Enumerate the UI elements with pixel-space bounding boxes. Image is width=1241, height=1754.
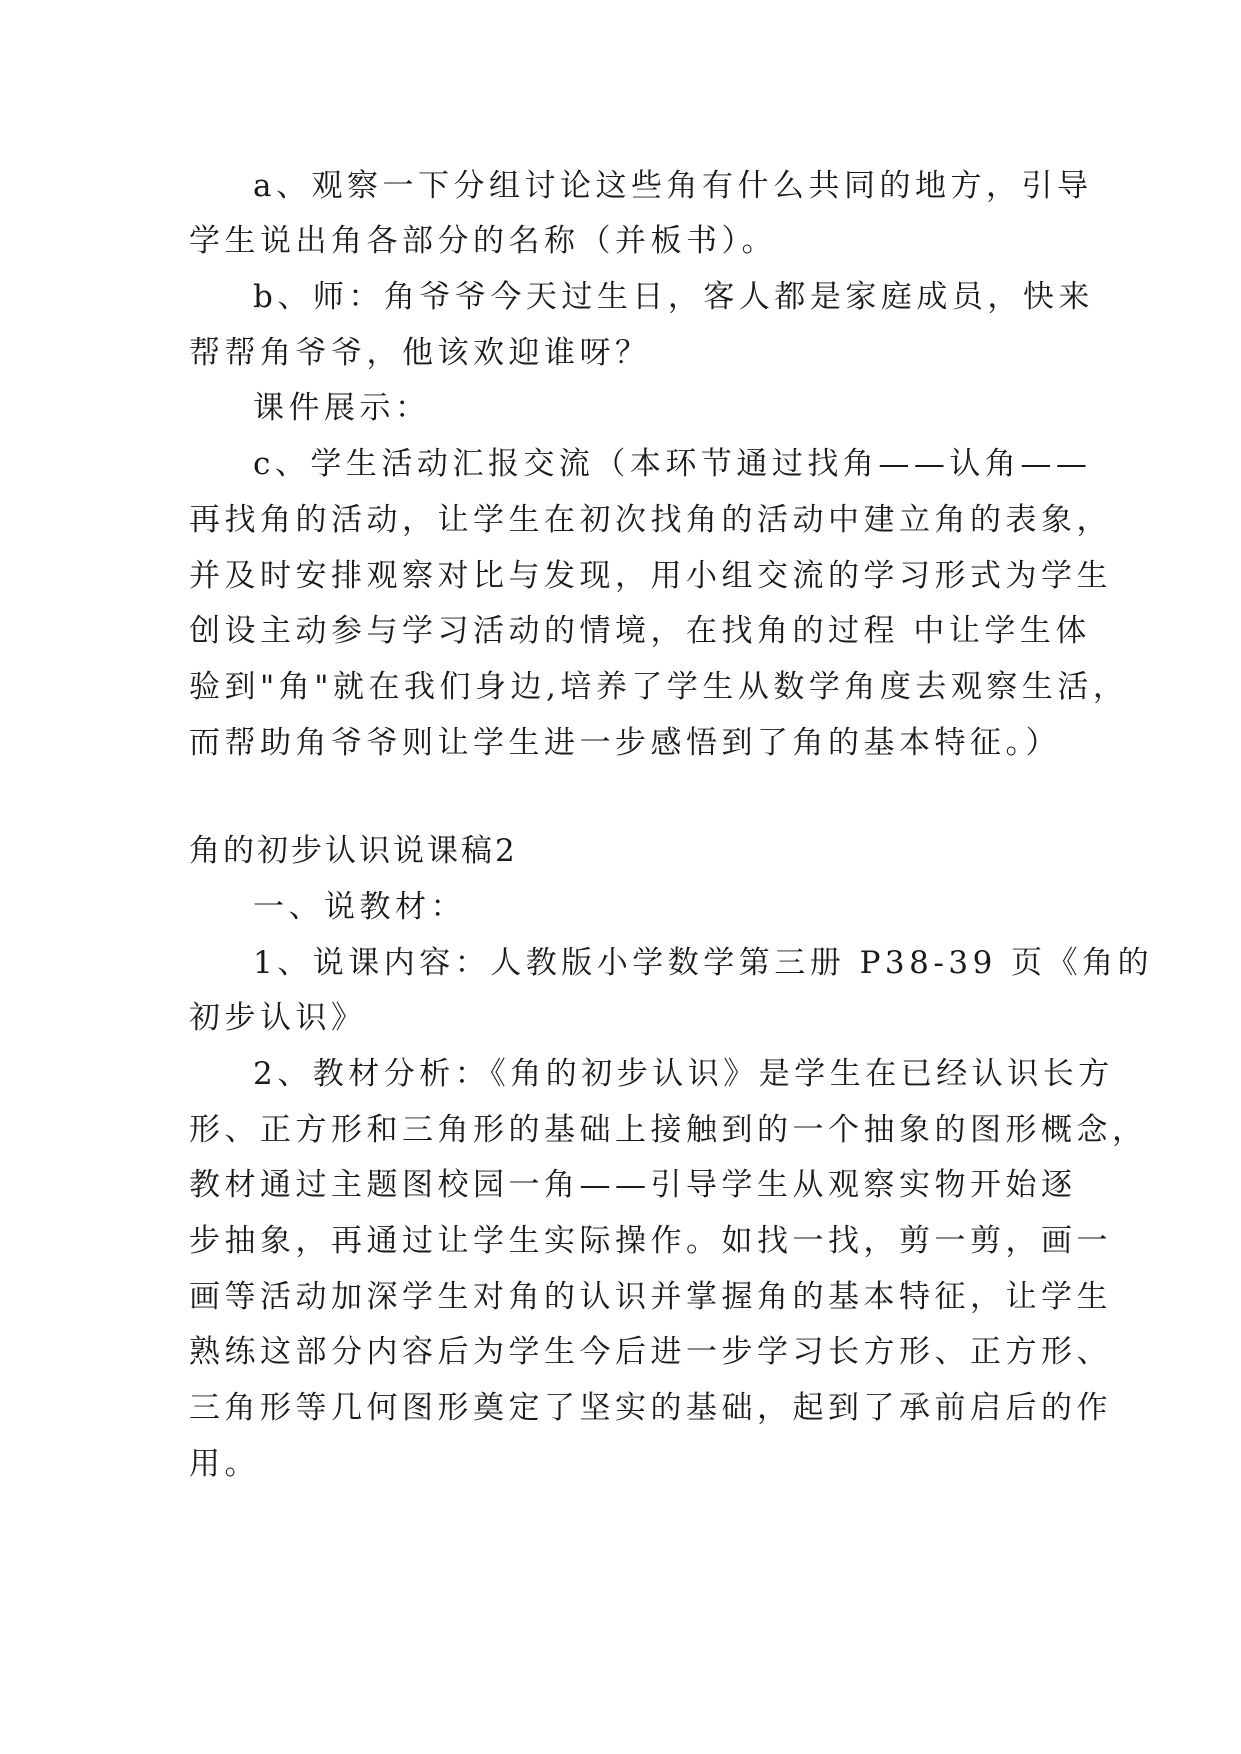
paragraph-line: 一、说教材： xyxy=(253,889,466,925)
paragraph-line: 并及时安排观察对比与发现，用小组交流的学习形式为学生 xyxy=(189,558,1112,594)
paragraph-line: 步抽象，再通过让学生实际操作。如找一找，剪一剪，画一 xyxy=(189,1223,1112,1259)
paragraph-line: 1、说课内容：人教版小学数学第三册 P38-39 页《角的 xyxy=(253,945,1154,981)
paragraph-line: 三角形等几何图形奠定了坚实的基础，起到了承前启后的作 xyxy=(189,1390,1112,1426)
section-title: 角的初步认识说课稿2 xyxy=(189,833,518,869)
paragraph-line: 而帮助角爷爷则让学生进一步感悟到了角的基本特征。） xyxy=(189,725,1061,761)
paragraph-line: 形、正方形和三角形的基础上接触到的一个抽象的图形概念， xyxy=(189,1112,1148,1148)
paragraph-line: 画等活动加深学生对角的认识并掌握角的基本特征，让学生 xyxy=(189,1279,1112,1315)
paragraph-line: 教材通过主题图校园一角——引导学生从观察实物开始逐 xyxy=(189,1167,1077,1203)
paragraph-line: 初步认识》 xyxy=(189,1000,367,1036)
paragraph-line: 课件展示： xyxy=(253,390,431,426)
paragraph-line: b、师：角爷爷今天过生日，客人都是家庭成员，快来 xyxy=(253,279,1094,315)
paragraph-line: 学生说出角各部分的名称（并板书）。 xyxy=(189,223,777,259)
paragraph-line: c、学生活动汇报交流（本环节通过找角——认角—— xyxy=(253,446,1092,482)
paragraph-line: 2、教材分析：《角的初步认识》是学生在已经认识长方 xyxy=(253,1056,1114,1092)
paragraph-line: 帮帮角爷爷，他该欢迎谁呀？ xyxy=(189,335,651,371)
paragraph-line: 用。 xyxy=(189,1446,260,1482)
paragraph-line: 再找角的活动，让学生在初次找角的活动中建立角的表象， xyxy=(189,502,1112,538)
paragraph-line: 验到"角"就在我们身边,培养了学生从数学角度去观察生活， xyxy=(189,669,1129,705)
paragraph-line: 熟练这部分内容后为学生今后进一步学习长方形、正方形、 xyxy=(189,1334,1112,1370)
paragraph-line: 创设主动参与学习活动的情境，在找角的过程 中让学生体 xyxy=(189,613,1091,649)
paragraph-line: a、观察一下分组讨论这些角有什么共同的地方，引导 xyxy=(253,168,1093,204)
